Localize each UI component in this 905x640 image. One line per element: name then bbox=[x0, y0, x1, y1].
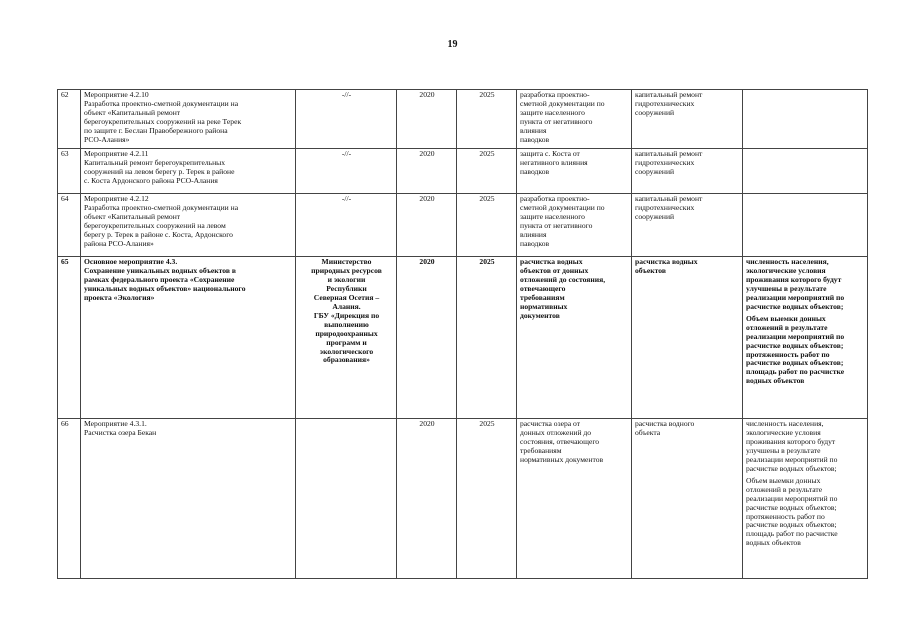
indicator-line: расчистке водных объектов; bbox=[746, 340, 844, 350]
expected-result-line: разработка проектно- bbox=[520, 194, 590, 203]
activity-name-line: Расчистка озера Бекан bbox=[84, 427, 157, 437]
activity-name-line: Капитальный ремонт берегоукрепительных bbox=[84, 157, 226, 167]
activity-name-cell bbox=[81, 194, 296, 257]
expected-result-line: пункта от негативного bbox=[520, 116, 593, 126]
end-year-cell: 2025 bbox=[457, 419, 517, 579]
start-year-cell: 2020 bbox=[397, 419, 457, 579]
table-row bbox=[58, 90, 868, 149]
indicator-line: отложений в результате bbox=[746, 322, 828, 332]
indicator-line: реализации мероприятий по bbox=[746, 454, 838, 464]
activity-name-line: Мероприятие 4.2.11 bbox=[84, 149, 149, 158]
executor-line: Алания. bbox=[332, 301, 361, 311]
executor-cell bbox=[296, 419, 397, 579]
end-year-cell: 2025 bbox=[457, 194, 517, 257]
start-year-cell: 2020 bbox=[397, 149, 457, 194]
indicator-line: улучшены в результате bbox=[746, 445, 821, 455]
expected-result-cell bbox=[517, 194, 632, 257]
expected-result-line: защита с. Коста от bbox=[520, 149, 580, 158]
start-year-cell: 2020 bbox=[397, 90, 457, 149]
executor-line: природоохранных bbox=[315, 328, 378, 338]
executor-cell bbox=[296, 90, 397, 149]
table-row bbox=[58, 419, 868, 579]
activity-name-line: по защите г. Беслан Правобережного района bbox=[84, 125, 228, 135]
direction-cell bbox=[632, 257, 743, 419]
direction-line: сооружений bbox=[635, 166, 675, 176]
expected-result-cell bbox=[517, 149, 632, 194]
indicator-line: Объем выемки донных bbox=[746, 475, 821, 485]
executor-line: природных ресурсов bbox=[311, 265, 382, 275]
direction-cell bbox=[632, 90, 743, 149]
expected-result-line: влияния bbox=[520, 125, 547, 135]
indicator-line: проживания которого будут bbox=[746, 274, 842, 284]
executor-line: выполнению bbox=[324, 319, 369, 329]
expected-result-line: сметной документации по bbox=[520, 202, 605, 212]
executor-cell bbox=[296, 149, 397, 194]
activity-name-line: Мероприятие 4.2.12 bbox=[84, 194, 149, 203]
indicators-cell bbox=[743, 149, 868, 194]
direction-cell bbox=[632, 194, 743, 257]
indicator-line: Объем выемки донных bbox=[746, 313, 826, 323]
row-number-cell: 66 bbox=[58, 419, 81, 579]
indicator-line: расчистке водных объектов; bbox=[746, 358, 844, 368]
expected-result-line: отложений до состояния, bbox=[520, 274, 606, 284]
executor-line: программ и bbox=[326, 337, 367, 347]
executor-cell bbox=[296, 257, 397, 419]
expected-result-line: нормативных bbox=[520, 301, 568, 311]
indicator-line: водных объектов bbox=[746, 376, 805, 386]
expected-result-cell bbox=[517, 257, 632, 419]
direction-line: капитальный ремонт bbox=[635, 149, 703, 158]
activity-name-cell bbox=[81, 90, 296, 149]
activity-name-line: объект «Капитальный ремонт bbox=[84, 211, 181, 221]
activity-name-line: объект «Капитальный ремонт bbox=[84, 107, 181, 117]
indicator-line: расчистке водных объектов; bbox=[746, 502, 837, 512]
executor-line: Республики bbox=[326, 283, 367, 293]
indicator-line: отложений в результате bbox=[746, 484, 823, 494]
executor-line: Министерство bbox=[321, 257, 372, 266]
indicator-line: протяженность работ по bbox=[746, 349, 830, 359]
expected-result-line: защите населенного bbox=[520, 211, 585, 221]
table-row bbox=[58, 149, 868, 194]
row-number-cell: 65 bbox=[58, 257, 81, 419]
indicator-line: площадь работ по расчистке bbox=[746, 367, 845, 377]
direction-line: гидротехнических bbox=[635, 98, 695, 108]
executor-line: -//- bbox=[341, 194, 352, 203]
expected-result-line: защите населенного bbox=[520, 107, 585, 117]
activity-name-line: с. Коста Ардонского района РСО-Алания bbox=[84, 175, 218, 185]
activity-name-line: РСО-Алания» bbox=[84, 134, 130, 144]
expected-result-line: паводков bbox=[520, 166, 550, 176]
indicators-cell bbox=[743, 257, 868, 419]
indicator-line: реализации мероприятий по bbox=[746, 331, 845, 341]
activity-name-cell bbox=[81, 257, 296, 419]
indicators-cell bbox=[743, 90, 868, 149]
expected-result-line: требованиям bbox=[520, 445, 562, 455]
indicator-line: экологические условия bbox=[746, 427, 821, 437]
indicator-line: расчистке водных объектов; bbox=[746, 301, 844, 311]
executor-line: Северная Осетия – bbox=[313, 292, 380, 302]
row-number-cell: 63 bbox=[58, 149, 81, 194]
end-year-cell: 2025 bbox=[457, 90, 517, 149]
executor-line: -//- bbox=[341, 90, 352, 99]
expected-result-line: объектов от донных bbox=[520, 265, 589, 275]
activity-name-line: Разработка проектно-сметной документации на bbox=[84, 202, 239, 212]
activity-name-line: Мероприятие 4.3.1. bbox=[84, 419, 147, 428]
expected-result-line: расчистка водных bbox=[520, 257, 583, 266]
executor-line: образования» bbox=[323, 355, 370, 365]
expected-result-line: состояния, отвечающего bbox=[520, 436, 600, 446]
indicators-cell bbox=[743, 194, 868, 257]
indicator-line: водных объектов bbox=[746, 538, 801, 548]
activity-name-line: сооружений на левом берегу р. Терек в районе bbox=[84, 166, 235, 176]
expected-result-line: разработка проектно- bbox=[520, 90, 590, 99]
start-year-cell: 2020 bbox=[397, 257, 457, 419]
direction-line: гидротехнических bbox=[635, 157, 695, 167]
indicator-line: реализации мероприятий по bbox=[746, 292, 845, 302]
direction-line: капитальный ремонт bbox=[635, 194, 703, 203]
activity-name-line: берегоукрепительных сооружений на реке Терек bbox=[84, 116, 242, 126]
executor-line: -//- bbox=[341, 149, 352, 158]
activity-name-cell bbox=[81, 419, 296, 579]
start-year-cell: 2020 bbox=[397, 194, 457, 257]
expected-result-cell bbox=[517, 90, 632, 149]
expected-result-line: паводков bbox=[520, 238, 550, 248]
activity-name-line: Основное мероприятие 4.3. bbox=[84, 257, 178, 266]
direction-line: расчистка водного bbox=[635, 419, 695, 428]
activity-name-line: Сохранение уникальных водных объектов в bbox=[84, 265, 237, 275]
expected-result-line: негативного влияния bbox=[520, 157, 588, 167]
executor-line: экологического bbox=[319, 346, 374, 356]
direction-line: сооружений bbox=[635, 107, 675, 117]
expected-result-line: документов bbox=[520, 310, 560, 320]
indicator-line: протяженность работ по bbox=[746, 511, 825, 521]
indicator-line: реализации мероприятий по bbox=[746, 493, 838, 503]
direction-line: сооружений bbox=[635, 211, 675, 221]
indicator-line: расчистке водных объектов; bbox=[746, 520, 837, 530]
expected-result-line: влияния bbox=[520, 229, 547, 239]
indicator-line: расчистке водных объектов; bbox=[746, 463, 837, 473]
indicator-line: улучшены в результате bbox=[746, 283, 827, 293]
indicator-line: проживания которого будут bbox=[746, 436, 836, 446]
end-year-cell: 2025 bbox=[457, 257, 517, 419]
program-activities-table bbox=[57, 89, 868, 579]
executor-cell bbox=[296, 194, 397, 257]
indicators-cell bbox=[743, 419, 868, 579]
activity-name-line: проекта «Экология» bbox=[84, 292, 155, 302]
direction-cell bbox=[632, 419, 743, 579]
direction-line: гидротехнических bbox=[635, 202, 695, 212]
direction-line: расчистка водных bbox=[635, 257, 698, 266]
expected-result-line: отвечающего bbox=[520, 283, 566, 293]
row-number-cell: 62 bbox=[58, 90, 81, 149]
activity-name-cell bbox=[81, 149, 296, 194]
row-number-cell: 64 bbox=[58, 194, 81, 257]
indicator-line: численность населения, bbox=[746, 257, 829, 266]
activity-name-line: Разработка проектно-сметной документации на bbox=[84, 98, 239, 108]
page-number: 19 bbox=[447, 39, 458, 50]
expected-result-line: паводков bbox=[520, 134, 550, 144]
expected-result-line: требованиям bbox=[520, 292, 565, 302]
direction-line: объектов bbox=[635, 265, 666, 275]
direction-cell bbox=[632, 149, 743, 194]
activity-name-line: района РСО-Алания» bbox=[84, 238, 154, 248]
expected-result-line: сметной документации по bbox=[520, 98, 605, 108]
activity-name-line: уникальных водных объектов» национального bbox=[84, 283, 246, 293]
indicator-line: площадь работ по расчистке bbox=[746, 529, 838, 539]
expected-result-line: расчистка озера от bbox=[520, 419, 581, 428]
table-row bbox=[58, 194, 868, 257]
direction-line: капитальный ремонт bbox=[635, 90, 703, 99]
activity-name-line: берегоукрепительных сооружений на левом bbox=[84, 220, 226, 230]
expected-result-cell bbox=[517, 419, 632, 579]
activity-name-line: берегу р. Терек в районе с. Коста, Ардонского bbox=[84, 229, 233, 239]
executor-line: и экологии bbox=[327, 274, 366, 284]
expected-result-line: нормативных документов bbox=[520, 454, 604, 464]
indicator-line: экологические условия bbox=[746, 265, 826, 275]
executor-line: ГБУ «Дирекция по bbox=[313, 310, 380, 320]
end-year-cell: 2025 bbox=[457, 149, 517, 194]
activity-name-line: Мероприятие 4.2.10 bbox=[84, 90, 149, 99]
table-row bbox=[58, 257, 868, 419]
expected-result-line: пункта от негативного bbox=[520, 220, 593, 230]
expected-result-line: донных отложений до bbox=[520, 427, 592, 437]
activity-name-line: рамках федерального проекта «Сохранение bbox=[84, 274, 235, 284]
indicator-line: численность населения, bbox=[746, 419, 824, 428]
direction-line: объекта bbox=[635, 427, 661, 437]
